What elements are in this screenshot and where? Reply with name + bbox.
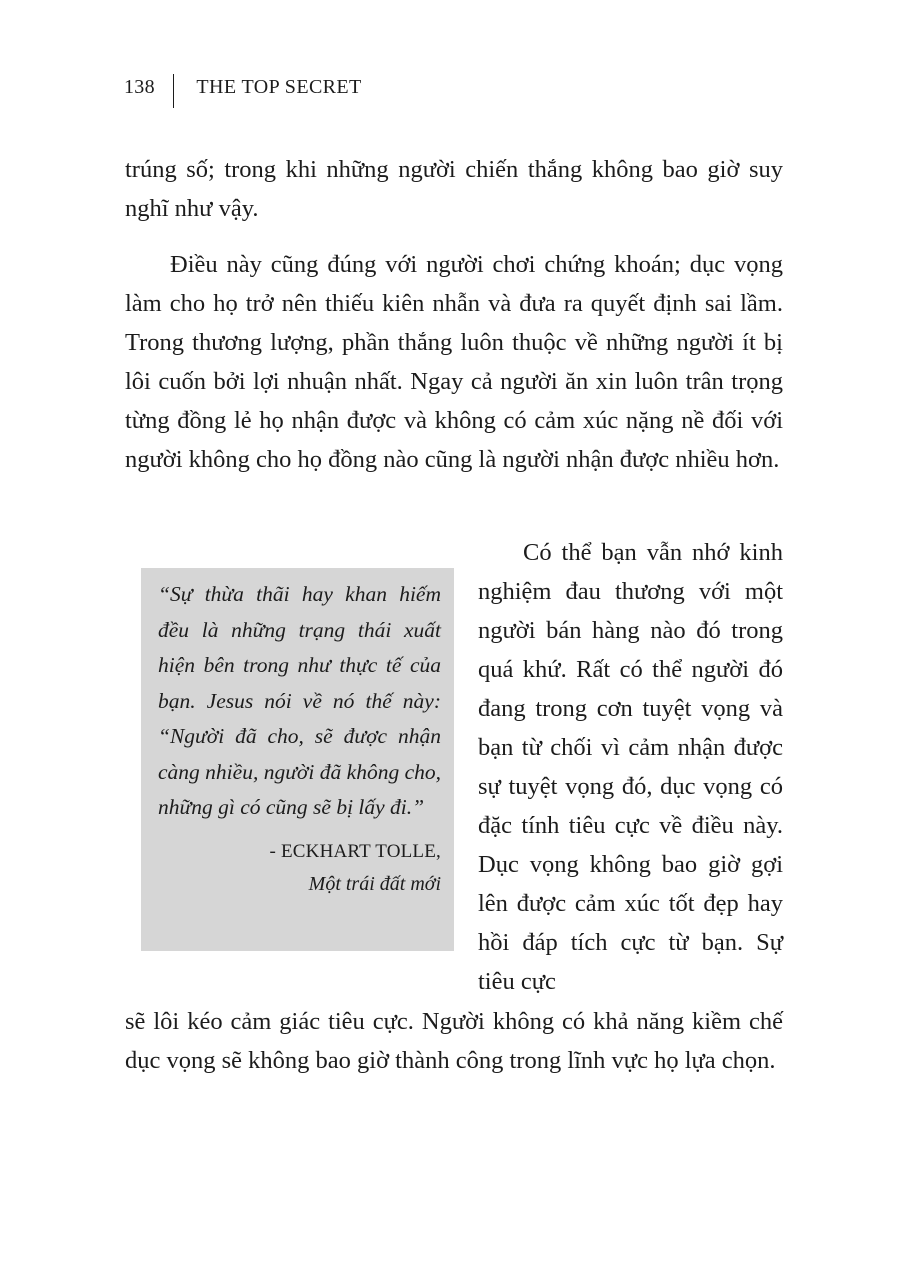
running-title: THE TOP SECRET <box>196 76 362 98</box>
paragraph-stock-players: Điều này cũng đúng với người chơi chứng khoán; dục vọng làm cho họ trở nên thiếu kiên nhẫn và đưa ra quyết định sai lầm. Trong thương lượng, phần thắng luôn thuộc về những người ít bị lôi cuốn bởi lợi nhuận nhất. Ngay cả người ăn xin luôn trân trọng từng đồng lẻ họ nhận được và không có cảm xúc nặng nề đối với người không cho họ đồng nào cũng là người nhận được nhiều hơn. <box>125 251 783 473</box>
pull-quote-text: “Sự thừa thãi hay khan hiếm đều là những trạng thái xuất hiện bên trong như thực tế của bạn. Jesus nói về nó thế này: “Người đã cho, sẽ được nhận càng nhiều, người đã không cho, những gì có cũng sẽ bị lấy đi.” <box>158 582 441 819</box>
pull-quote-source: Một trái đất mới <box>308 872 441 895</box>
paragraph-salesperson: Có thể bạn vẫn nhớ kinh nghiệm đau thương với một người bán hàng nào đó trong quá khứ. Rất có thể người đó đang trong cơn tuyệt vọng và bạn từ chối vì cảm nhận được sự tuyệt vọng đó, dục vọng có đặc tính tiêu cực về điều này. Dục vọng không bao giờ gợi lên được cảm xúc tốt đẹp hay hồi đáp tích cực từ bạn. Sự tiêu cực <box>478 539 783 995</box>
page-number: 138 <box>124 76 155 98</box>
pull-quote-author: - ECKHART TOLLE, <box>269 840 441 862</box>
page-header <box>124 74 362 108</box>
paragraph-continued: trúng số; trong khi những người chiến thắng không bao giờ suy nghĩ như vậy. <box>125 156 783 222</box>
header-divider <box>173 74 175 108</box>
pull-quote-box <box>141 568 454 951</box>
paragraph-salesperson-continued: sẽ lôi kéo cảm giác tiêu cực. Người không có khả năng kiềm chế dục vọng sẽ không bao giờ thành công trong lĩnh vực họ lựa chọn. <box>125 1008 783 1074</box>
